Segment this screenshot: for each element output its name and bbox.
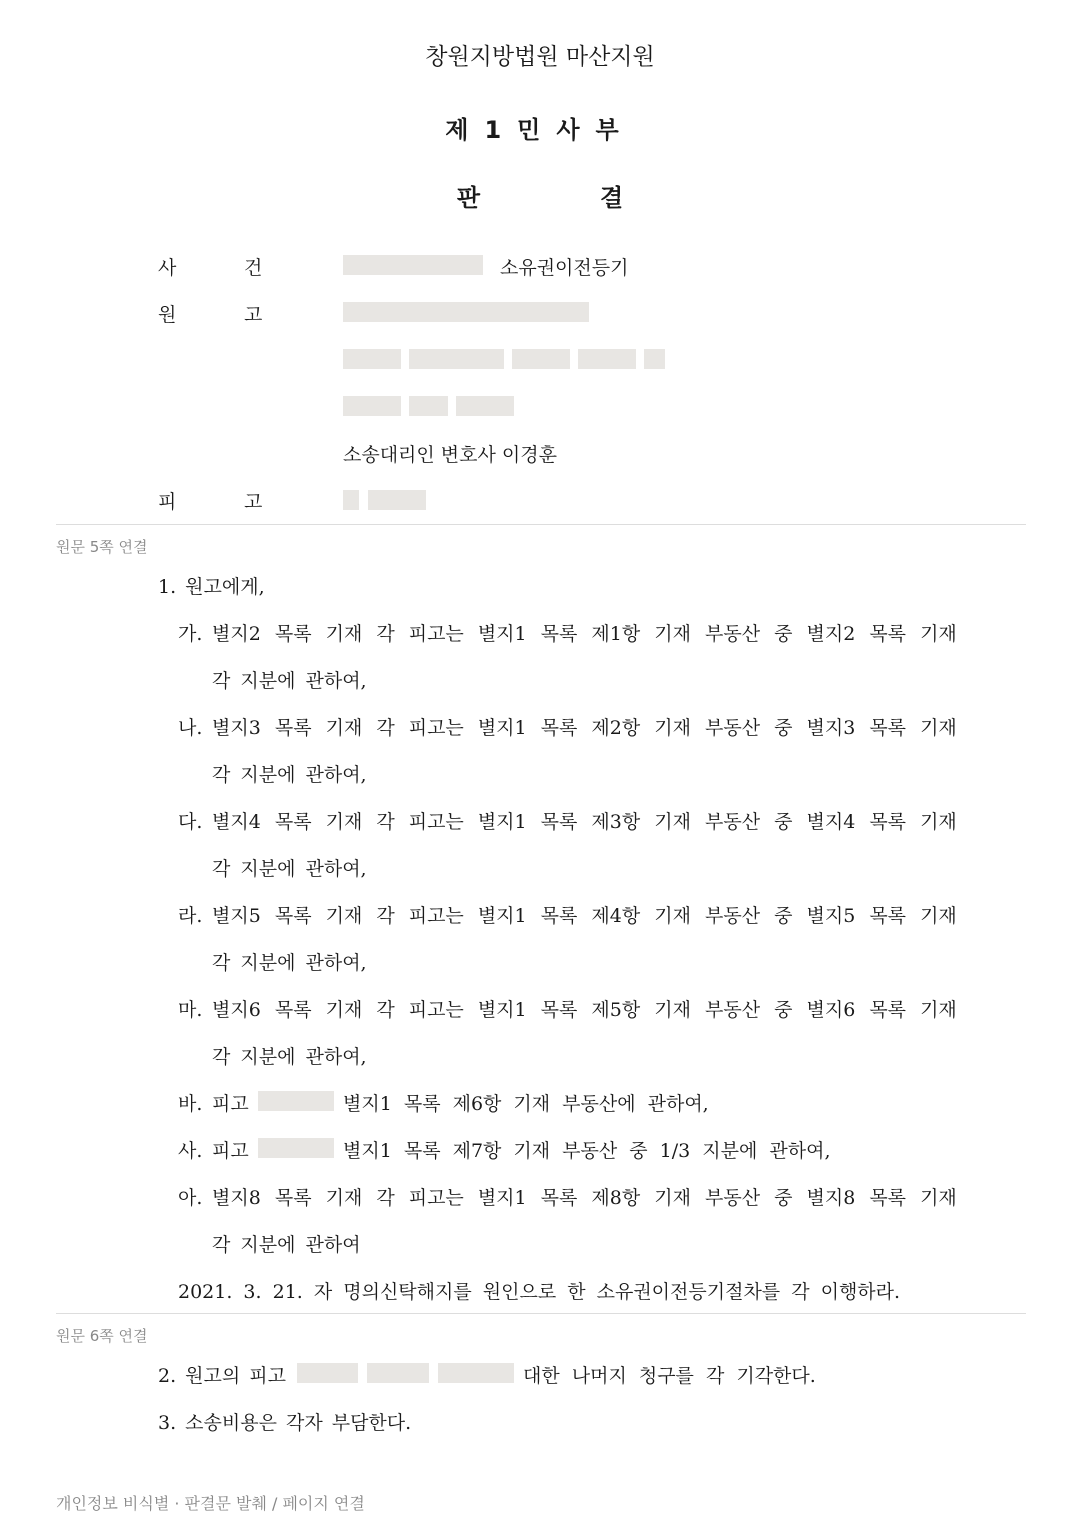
document-type-left: 판 [456, 184, 480, 212]
redaction-defendant-name [438, 1363, 514, 1383]
order-sub-mark: 아. [178, 1187, 203, 1209]
footer-note: 개인정보 비식별 · 판결문 발췌 / 페이지 연결 [56, 1494, 365, 1513]
redaction-defendant-name [258, 1138, 334, 1158]
division-name: 제1민사부 [445, 116, 635, 144]
redaction-plaintiff-address [456, 396, 514, 416]
order-sub-text: 별지2 목록 기재 각 피고는 별지1 목록 제1항 기재 부동산 중 별지2 목록 기재 [212, 623, 957, 645]
order-sub-mark: 마. [178, 999, 203, 1021]
redaction-plaintiff-address [343, 396, 401, 416]
order-sub-item [178, 713, 957, 740]
order-item-1: 1. 원고에게, [158, 576, 265, 598]
section-divider [56, 1313, 1026, 1314]
order-sub-mark: 사. [178, 1140, 203, 1162]
order-sub-prefix: 피고 [212, 1140, 249, 1162]
redaction-plaintiff-address [409, 349, 504, 369]
order-sub-item [178, 1136, 249, 1163]
order-sub-text: 별지1 목록 제6항 기재 부동산에 관하여, [343, 1093, 709, 1115]
order-sub-mark: 라. [178, 905, 203, 927]
order-sub-mark: 바. [178, 1093, 203, 1115]
order-sub-text: 별지5 목록 기재 각 피고는 별지1 목록 제4항 기재 부동산 중 별지5 목록 기재 [212, 905, 957, 927]
order-sub-prefix: 피고 [212, 1093, 249, 1115]
page-link-6[interactable]: 원문 6쪽 연결 [56, 1327, 148, 1345]
redaction-defendant [343, 490, 359, 510]
order-sub-continuation: 각 지분에 관하여, [212, 952, 367, 974]
case-label-b: 건 [244, 257, 263, 279]
redaction-case-number [343, 255, 483, 275]
section-divider [56, 524, 1026, 525]
redaction-defendant-name [297, 1363, 358, 1383]
order-sub-item [178, 995, 957, 1022]
order-sub-text: 별지8 목록 기재 각 피고는 별지1 목록 제8항 기재 부동산 중 별지8 목록 기재 [212, 1187, 957, 1209]
redaction-defendant-name [258, 1091, 334, 1111]
attorney: 소송대리인 변호사 이경훈 [343, 444, 557, 466]
redaction-defendant [368, 490, 426, 510]
order-sub-item [178, 1089, 249, 1116]
redaction-plaintiff-address [512, 349, 570, 369]
redaction-plaintiff-address [343, 349, 401, 369]
order-conclusion: 2021. 3. 21. 자 명의신탁해지를 원인으로 한 소유권이전등기절차를 각 이행하라. [178, 1281, 901, 1303]
redaction-plaintiff-address [644, 349, 665, 369]
court-name: 창원지방법원 마산지원 [425, 44, 655, 70]
page-link-5[interactable]: 원문 5쪽 연결 [56, 538, 148, 556]
order-item-3: 3. 소송비용은 각자 부담한다. [158, 1412, 412, 1434]
order-sub-item [178, 1183, 957, 1210]
order-sub-item [178, 901, 957, 928]
redaction-plaintiff-address [409, 396, 448, 416]
case-label-a: 사 [158, 257, 177, 279]
order-sub-continuation: 각 지분에 관하여 [212, 1234, 361, 1256]
redaction-defendant-name [367, 1363, 429, 1383]
order-sub-text: 별지4 목록 기재 각 피고는 별지1 목록 제3항 기재 부동산 중 별지4 목록 기재 [212, 811, 957, 833]
document-type-right: 결 [600, 184, 624, 212]
order-sub-text: 별지1 목록 제7항 기재 부동산 중 1/3 지분에 관하여, [343, 1140, 831, 1162]
order-sub-text: 별지6 목록 기재 각 피고는 별지1 목록 제5항 기재 부동산 중 별지6 목록 기재 [212, 999, 957, 1021]
order-sub-continuation: 각 지분에 관하여, [212, 764, 367, 786]
defendant-label-b: 고 [244, 491, 263, 513]
order-sub-continuation: 각 지분에 관하여, [212, 670, 367, 692]
case-name: 소유권이전등기 [500, 257, 629, 279]
plaintiff-label-b: 고 [244, 304, 263, 326]
document-type [0, 178, 1080, 213]
order-item-2-prefix: 2. 원고의 피고 [158, 1365, 286, 1387]
redaction-plaintiff-name [343, 302, 589, 322]
defendant-label-a: 피 [158, 491, 177, 513]
order-sub-mark: 나. [178, 717, 203, 739]
redaction-plaintiff-address [578, 349, 636, 369]
order-sub-item [178, 807, 957, 834]
order-sub-mark: 다. [178, 811, 203, 833]
plaintiff-label-a: 원 [158, 304, 177, 326]
order-sub-item [178, 619, 957, 646]
order-sub-continuation: 각 지분에 관하여, [212, 858, 367, 880]
order-item-2-text: 대한 나머지 청구를 각 기각한다. [523, 1365, 816, 1387]
order-sub-text: 별지3 목록 기재 각 피고는 별지1 목록 제2항 기재 부동산 중 별지3 목록 기재 [212, 717, 957, 739]
order-sub-mark: 가. [178, 623, 203, 645]
order-sub-continuation: 각 지분에 관하여, [212, 1046, 367, 1068]
